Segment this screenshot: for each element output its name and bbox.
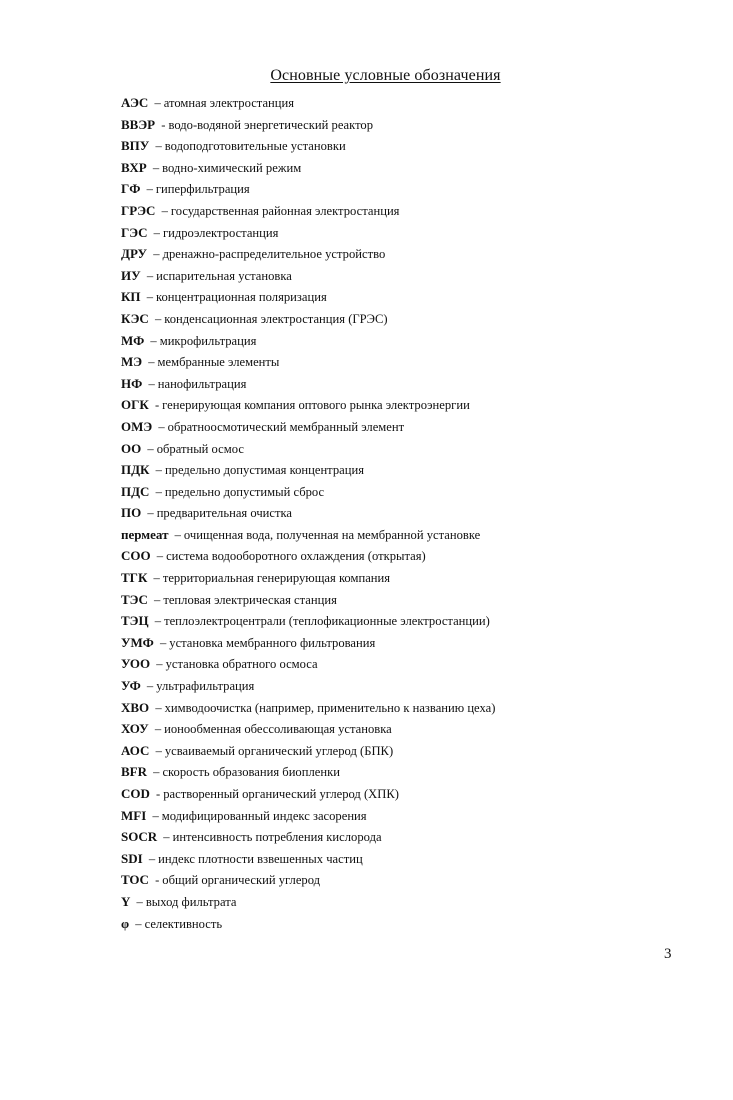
abbreviation: SDI (121, 850, 143, 866)
definition: обратноосмотический мембранный элемент (167, 419, 405, 434)
separator-dash: – (147, 441, 154, 456)
definition: общий органический углерод (162, 873, 321, 888)
list-item (121, 157, 721, 179)
abbreviation: ХОУ (121, 721, 149, 737)
definition: концентрационная поляризация (156, 290, 327, 305)
separator-dash: – (154, 311, 162, 326)
definition: скорость образования биопленки (162, 765, 340, 780)
definition: система водооборотного охлаждения (открытая) (166, 549, 426, 564)
definition: ультрафильтрация (156, 679, 255, 694)
separator-dash: – (146, 290, 153, 305)
list-item (121, 589, 721, 611)
definition: модифицированный индекс засорения (161, 808, 367, 823)
abbreviation: ТЭЦ (121, 613, 149, 629)
page-title: Основные условные обозначения (270, 67, 501, 84)
abbreviation: ГФ (121, 181, 141, 197)
abbreviation: ОМЭ (121, 418, 153, 434)
definition: нанофильтрация (157, 376, 247, 391)
separator-dash: – (156, 657, 163, 672)
list-item (121, 330, 721, 352)
separator-dash: – (174, 527, 181, 542)
list-item (121, 286, 721, 308)
definition: гиперфильтрация (155, 182, 250, 197)
abbreviation: ПДК (121, 462, 150, 478)
abbreviation: ПДС (121, 483, 150, 499)
definition: предельно допустимый сброс (164, 484, 325, 499)
separator-dash: – (148, 376, 155, 391)
abbreviation: ИУ (121, 267, 141, 283)
list-item (121, 135, 721, 157)
abbreviation: φ (121, 915, 130, 931)
separator-dash: – (154, 614, 162, 629)
separator-dash: – (148, 851, 156, 866)
separator-dash: – (156, 549, 164, 564)
separator-dash: – (150, 333, 157, 348)
separator-dash: – (148, 355, 155, 370)
list-item (121, 502, 721, 524)
definition: водоподготовительные установки (164, 139, 346, 154)
list-item (121, 114, 721, 136)
separator-dash: - (156, 787, 161, 801)
abbreviation: МЭ (121, 354, 143, 370)
abbreviation: КП (121, 289, 141, 305)
abbreviation: Y (121, 893, 131, 909)
separator-dash: – (153, 571, 160, 586)
page-number: 3 (664, 946, 672, 962)
definition: государственная районная электростанция (170, 203, 400, 218)
abbreviation: MFI (121, 807, 147, 823)
abbreviation: МФ (121, 332, 145, 348)
separator-dash: – (159, 635, 167, 650)
abbreviation: УОО (121, 656, 151, 672)
definition: водо-водяной энергетический реактор (168, 117, 374, 132)
definition: очищенная вода, полученная на мембранной установке (183, 527, 481, 542)
abbreviation: ПО (121, 505, 142, 521)
separator-dash: – (158, 419, 165, 434)
list-item (121, 805, 721, 827)
separator-dash: – (152, 808, 159, 823)
list-item (121, 653, 721, 675)
list-item (121, 222, 721, 244)
list-item (121, 632, 721, 654)
abbreviation: СОО (121, 548, 151, 564)
definition: установка мембранного фильтрования (169, 635, 376, 650)
separator-dash: – (146, 182, 153, 197)
separator-dash: – (154, 592, 161, 607)
separator-dash: - (155, 873, 160, 888)
separator-dash: – (155, 743, 162, 758)
list-item (121, 438, 721, 460)
definition: гидроэлектростанция (162, 225, 279, 240)
separator-dash: – (136, 894, 143, 909)
list-item (121, 675, 721, 697)
abbreviation: ДРУ (121, 246, 148, 262)
definition: селективность (144, 916, 223, 931)
separator-dash: – (135, 916, 142, 931)
abbreviation: НФ (121, 375, 143, 391)
separator-dash: – (146, 679, 154, 694)
separator-dash: – (147, 506, 154, 521)
abbreviation: ОГК (121, 397, 149, 413)
abbreviation: ВПУ (121, 138, 150, 154)
definition: теплоэлектроцентрали (теплофикационные электростанции) (164, 614, 490, 629)
separator-dash: – (161, 203, 168, 218)
separator-dash: – (153, 247, 160, 262)
separator-dash: – (154, 96, 161, 110)
list-item (121, 373, 721, 395)
list-item (121, 394, 721, 416)
abbreviation: ТЭС (121, 591, 148, 607)
definition: выход фильтрата (145, 894, 237, 909)
definition: водно-химический режим (162, 160, 302, 175)
abbreviation: УФ (121, 678, 141, 694)
list-item (121, 826, 721, 848)
separator-dash: – (163, 830, 170, 845)
separator-dash: – (154, 722, 162, 737)
definition: испарительная установка (156, 268, 292, 283)
list-item (121, 524, 721, 546)
definition: интенсивность потребления кислорода (172, 830, 382, 845)
list-item (121, 308, 721, 330)
list-item (121, 243, 721, 265)
list-item (121, 200, 721, 222)
abbreviation: ОО (121, 440, 142, 456)
abbreviation: пермеат (121, 526, 169, 542)
definition: дренажно-распределительное устройство (162, 247, 386, 262)
separator-dash: – (153, 225, 160, 240)
abbreviation: TOC (121, 872, 149, 888)
list-item (121, 718, 721, 740)
definition: генерирующая компания оптового рынка электроэнергии (162, 398, 470, 413)
abbreviation: ВВЭР (121, 116, 156, 132)
abbreviation-list (121, 92, 721, 934)
separator-dash: – (146, 268, 154, 283)
list-item (121, 740, 721, 762)
list-item (121, 416, 721, 438)
list-item (121, 913, 721, 935)
separator-dash: – (155, 139, 162, 154)
separator-dash: – (152, 160, 160, 175)
list-item (121, 92, 721, 114)
definition: предельно допустимая концентрация (164, 463, 364, 478)
list-item (121, 761, 721, 783)
definition: предварительная очистка (156, 506, 293, 521)
separator-dash: – (155, 700, 162, 715)
list-item (121, 567, 721, 589)
definition: территориальная генерирующая компания (162, 571, 391, 586)
definition: ионообменная обессоливающая установка (164, 722, 392, 737)
definition: усваиваемый органический углерод (БПК) (164, 743, 394, 758)
abbreviation: ХВО (121, 699, 150, 715)
abbreviation: КЭС (121, 310, 149, 326)
list-item (121, 459, 721, 481)
abbreviation: ТГК (121, 570, 148, 586)
abbreviation: COD (121, 786, 150, 801)
list-item (121, 891, 721, 913)
separator-dash: – (155, 463, 162, 478)
definition: атомная электростанция (163, 96, 295, 110)
list-item (121, 869, 721, 891)
list-item (121, 351, 721, 373)
definition: микрофильтрация (159, 333, 257, 348)
abbreviation: ГЭС (121, 224, 148, 240)
definition: установка обратного осмоса (165, 657, 318, 672)
definition: тепловая электрическая станция (163, 592, 337, 607)
list-item (121, 610, 721, 632)
abbreviation: SOCR (121, 829, 158, 845)
list-item (121, 783, 721, 805)
abbreviation: ГРЭС (121, 202, 156, 218)
abbreviation: АЭС (121, 95, 149, 110)
separator-dash: – (155, 484, 162, 499)
list-item (121, 697, 721, 719)
list-item (121, 178, 721, 200)
list-item (121, 545, 721, 567)
definition: химводоочистка (например, применительно к названию цеха) (164, 700, 496, 715)
abbreviation: УМФ (121, 634, 154, 650)
definition: обратный осмос (156, 441, 244, 456)
list-item (121, 848, 721, 870)
definition: мембранные элементы (157, 355, 280, 370)
separator-dash: - (154, 398, 160, 413)
list-item (121, 265, 721, 287)
separator-dash: – (153, 765, 160, 780)
list-item (121, 481, 721, 503)
abbreviation: ВХР (121, 159, 147, 175)
abbreviation: АОС (121, 742, 150, 758)
definition: растворенный органический углерод (ХПК) (163, 787, 399, 801)
definition: конденсационная электростанция (ГРЭС) (164, 311, 388, 326)
definition: индекс плотности взвешенных частиц (158, 851, 363, 866)
separator-dash: - (161, 117, 166, 132)
abbreviation: BFR (121, 764, 147, 780)
